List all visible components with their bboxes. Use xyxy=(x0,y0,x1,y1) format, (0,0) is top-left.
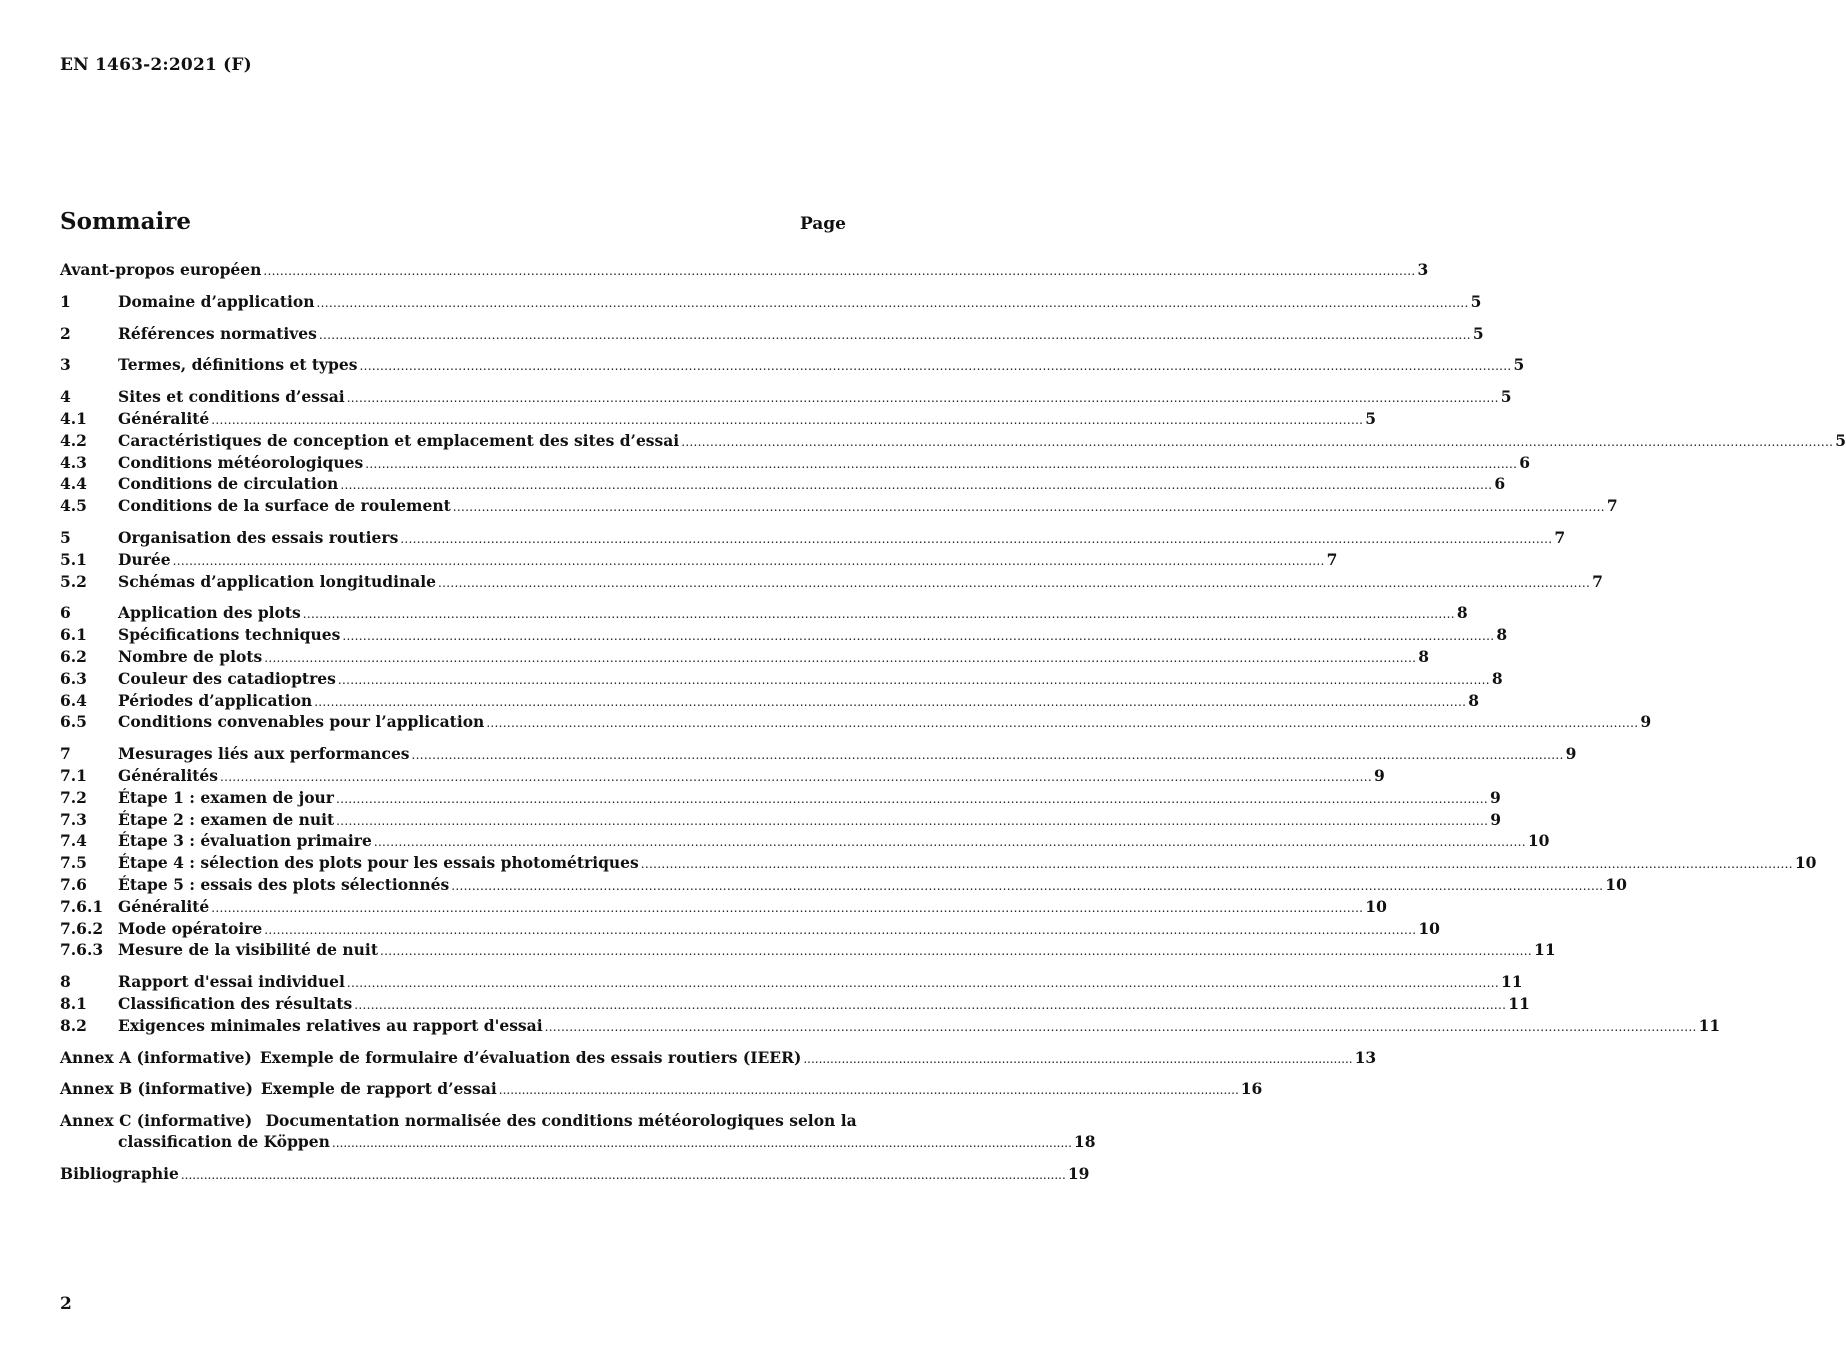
toc-entry[interactable] xyxy=(60,972,1523,994)
leader-dots xyxy=(263,261,1415,282)
toc-entry-title: Couleur des catadioptres xyxy=(118,668,336,688)
leader-dots xyxy=(641,854,1793,875)
toc-entry-number: 4.3 xyxy=(60,452,87,472)
toc-entry-title: Termes, définitions et types xyxy=(118,355,358,375)
leader-dots xyxy=(380,941,1532,962)
leader-dots xyxy=(451,876,1603,897)
toc-entry-title: Étape 1 : examen de jour xyxy=(118,787,334,807)
toc-entry-number: 7 xyxy=(60,744,71,764)
toc-entry-title: Mesurages liés aux performances xyxy=(118,744,410,764)
leader-dots xyxy=(338,670,1490,691)
toc-entry-title: Références normatives xyxy=(118,323,317,343)
toc-entry-page: 6 xyxy=(1519,452,1531,472)
toc-entry-number: 6.4 xyxy=(60,690,87,710)
toc-entry-number: 8.2 xyxy=(60,1015,87,1035)
toc-entry-page: 11 xyxy=(1500,972,1523,992)
toc-entry[interactable] xyxy=(60,940,1556,962)
toc-entry-page: 5 xyxy=(1472,323,1484,343)
toc-entry-page: 3 xyxy=(1417,260,1429,279)
toc-entry-title: Conditions météorologiques xyxy=(118,452,364,472)
leader-dots xyxy=(400,529,1552,550)
toc-entry-number: 7.6 xyxy=(60,874,87,894)
leader-dots xyxy=(173,551,1325,572)
toc-entry-page: 5 xyxy=(1365,408,1377,428)
leader-dots xyxy=(453,497,1605,518)
toc-entry[interactable] xyxy=(60,452,1531,475)
leader-dots: ................................................................................................................................................ xyxy=(803,1051,1353,1066)
toc-entry-number: 5.1 xyxy=(60,549,87,569)
toc-entry-title: Classification des résultats xyxy=(118,993,353,1013)
toc-entry-page: 11 xyxy=(1534,940,1556,960)
bibliography-title: Bibliographie xyxy=(60,1163,179,1183)
leader-dots xyxy=(486,713,1638,734)
toc-entry-title: Étape 4 : sélection des plots pour les essais photométriques xyxy=(118,853,639,873)
toc-bibliography[interactable] xyxy=(60,1163,1090,1186)
leader-dots: ........................................................................................................................................................................................................................................ xyxy=(180,1167,1066,1182)
toc-entry-title: Nombre de plots xyxy=(118,646,263,666)
toc-entry[interactable] xyxy=(60,323,1484,346)
toc-entry-number: 7.3 xyxy=(60,809,87,829)
leader-dots xyxy=(336,811,1488,832)
leader-dots xyxy=(220,767,1372,788)
leader-dots xyxy=(365,454,1517,475)
leader-dots xyxy=(359,356,1511,377)
leader-dots xyxy=(412,745,1564,766)
leader-dots xyxy=(347,388,1499,409)
toc-entry[interactable] xyxy=(60,527,1566,550)
toc-entry[interactable] xyxy=(60,993,1530,1016)
toc-entry-title: Schémas d’application longitudinale xyxy=(118,571,437,591)
annex-prefix: Annex C (informative) xyxy=(60,1111,253,1131)
toc-entry[interactable] xyxy=(60,1015,1721,1038)
toc-entry[interactable] xyxy=(60,646,1430,669)
toc-entry-title: Conditions de circulation xyxy=(118,474,339,494)
toc-entry-number: 6.2 xyxy=(60,646,87,666)
toc-entry-number: 7.6.3 xyxy=(60,940,104,960)
toc-entry-number: 7.1 xyxy=(60,765,87,785)
toc-entry-number: 2 xyxy=(60,323,71,343)
toc-entry-page: 11 xyxy=(1508,993,1530,1013)
toc-entry-number: 6.1 xyxy=(60,625,87,645)
toc-entry[interactable] xyxy=(60,571,1603,594)
toc-entry-page: 10 xyxy=(1794,853,1817,873)
toc-entry-number: 4.1 xyxy=(60,408,87,428)
toc-entry-title: Généralités xyxy=(118,765,218,785)
toc-entry[interactable] xyxy=(60,474,1506,496)
page-number: 2 xyxy=(60,1294,72,1314)
annex-page: 16 xyxy=(1240,1079,1263,1099)
toc-entry-title: Organisation des essais routiers xyxy=(118,527,399,547)
leader-dots xyxy=(211,410,1363,431)
toc-annex-b[interactable] xyxy=(60,1079,1263,1101)
toc-entry[interactable] xyxy=(60,744,1577,766)
leader-dots xyxy=(336,789,1488,810)
leader-dots xyxy=(681,432,1833,453)
annex-prefix: Annex B (informative) xyxy=(60,1079,253,1099)
toc-entry-title: Étape 3 : évaluation primaire xyxy=(118,831,372,851)
toc-entry[interactable] xyxy=(60,355,1525,377)
toc-entry-title: Rapport d'essai individuel xyxy=(118,972,345,992)
bibliography-page: 19 xyxy=(1067,1163,1090,1183)
toc-entry[interactable] xyxy=(60,918,1440,941)
toc-entry-number: 7.2 xyxy=(60,787,87,807)
leader-dots xyxy=(264,920,1416,941)
toc-entry-page: 6 xyxy=(1494,474,1506,494)
toc-entry-page: 7 xyxy=(1554,527,1566,547)
leader-dots xyxy=(347,973,1499,994)
toc-entry-number: 4.2 xyxy=(60,430,87,450)
leader-dots xyxy=(264,648,1416,669)
toc-entry-title: Étape 5 : essais des plots sélectionnés xyxy=(118,874,450,894)
annex-title-line2: classification de Köppen xyxy=(118,1131,330,1151)
toc-entry-title: Mesure de la visibilité de nuit xyxy=(118,940,378,960)
toc-entry-title: Domaine d’application xyxy=(118,291,315,311)
leader-dots xyxy=(211,898,1363,919)
toc-entry-title: Périodes d’application xyxy=(118,690,313,710)
toc-entry[interactable] xyxy=(60,625,1508,647)
toc-entry-page: 9 xyxy=(1490,787,1501,807)
leader-dots xyxy=(438,573,1590,594)
leader-dots xyxy=(342,626,1494,647)
toc-entry[interactable] xyxy=(60,853,1817,875)
leader-dots: .................................................................................................................................................................................................. xyxy=(498,1083,1239,1098)
toc-entry-page: 9 xyxy=(1565,744,1577,764)
toc-entry-title: Conditions convenables pour l’application xyxy=(118,712,485,732)
toc-entry-number: 3 xyxy=(60,355,71,375)
toc-entry-page: 9 xyxy=(1490,809,1502,829)
toc-entry-number: 4.5 xyxy=(60,496,87,516)
toc-entry-title: Exigences minimales relatives au rapport d'essai xyxy=(118,1015,543,1035)
annex-prefix: Annex A (informative) xyxy=(60,1047,252,1067)
annex-title: Exemple de formulaire d’évaluation des essais routiers (IEER) xyxy=(259,1047,802,1067)
leader-dots: .................................................................................................................................................................................................. xyxy=(331,1135,1072,1150)
toc-entry-title: Mode opératoire xyxy=(118,918,263,938)
toc-entry-page: 7 xyxy=(1326,549,1338,569)
toc-annex-a[interactable] xyxy=(60,1047,1377,1070)
toc-entry-number: 6.5 xyxy=(60,712,87,732)
toc-entry[interactable] xyxy=(60,603,1468,625)
toc-entry-title: Conditions de la surface de roulement xyxy=(118,496,451,516)
leader-dots xyxy=(545,1017,1697,1038)
toc-entry-number: 6 xyxy=(60,603,71,623)
toc-entry-number: 6.3 xyxy=(60,668,87,688)
toc-entry-number: 7.6.1 xyxy=(60,896,104,916)
table-of-contents xyxy=(60,260,1846,1185)
toc-entry-page: 5 xyxy=(1513,355,1525,375)
toc-entry-title: Application des plots xyxy=(118,603,301,623)
toc-entry-number: 7.4 xyxy=(60,831,87,851)
toc-entry-page: 10 xyxy=(1527,831,1550,851)
toc-entry-number: 7.5 xyxy=(60,853,87,873)
annex-page: 13 xyxy=(1354,1047,1377,1067)
toc-entry-page: 9 xyxy=(1374,765,1385,785)
toc-entry-page: 9 xyxy=(1640,712,1652,732)
toc-entry-page: 7 xyxy=(1606,496,1618,516)
toc-entry[interactable] xyxy=(60,387,1512,409)
toc-entry[interactable] xyxy=(60,430,1846,453)
toc-entry-title: Sites et conditions d’essai xyxy=(118,387,345,407)
toc-entry[interactable] xyxy=(60,874,1627,897)
toc-entry[interactable] xyxy=(60,408,1377,431)
toc-entry[interactable] xyxy=(60,787,1501,810)
toc-annex-c[interactable] xyxy=(60,1111,1096,1154)
toc-title: Sommaire xyxy=(60,208,192,235)
toc-entry-number: 8.1 xyxy=(60,993,87,1013)
toc-entry-title: Spécifications techniques xyxy=(118,625,341,645)
leader-dots xyxy=(317,293,1469,314)
toc-entry-number: 4 xyxy=(60,387,71,407)
page-column-label: Page xyxy=(799,214,846,234)
toc-entry[interactable] xyxy=(60,668,1503,691)
toc-entry-title: Étape 2 : examen de nuit xyxy=(118,809,335,829)
toc-entry-page: 8 xyxy=(1496,625,1508,645)
toc-entry-page: 8 xyxy=(1468,690,1480,710)
toc-entry-page: 5 xyxy=(1500,387,1512,407)
toc-entry-title: Durée xyxy=(118,549,171,569)
toc-entry-title: Généralité xyxy=(118,896,210,916)
toc-entry[interactable] xyxy=(60,291,1482,314)
annex-title-line1: Documentation normalisée des conditions météorologiques selon la xyxy=(265,1111,857,1131)
toc-entry[interactable] xyxy=(60,765,1385,788)
leader-dots xyxy=(354,995,1506,1016)
toc-entry-page: 10 xyxy=(1418,918,1440,938)
leader-dots xyxy=(340,475,1492,496)
toc-entry[interactable] xyxy=(60,496,1618,518)
toc-entry-page: 10 xyxy=(1605,874,1627,894)
toc-entry-page: 7 xyxy=(1592,571,1603,591)
toc-entry-page: 11 xyxy=(1698,1015,1721,1035)
toc-entry-number: 4.4 xyxy=(60,474,87,494)
toc-entry-number: 1 xyxy=(60,291,71,311)
toc-entry-page: 5 xyxy=(1470,291,1482,311)
toc-entry-title: Caractéristiques de conception et emplacement des sites d’essai xyxy=(118,430,680,450)
leader-dots xyxy=(303,604,1455,625)
toc-entry-page: 10 xyxy=(1365,896,1387,916)
toc-entry-page: 5 xyxy=(1835,430,1846,450)
annex-title: Exemple de rapport d’essai xyxy=(260,1079,497,1099)
toc-entry-page: 8 xyxy=(1491,668,1503,688)
toc-entry-page: 8 xyxy=(1418,646,1430,666)
toc-entry[interactable] xyxy=(60,896,1387,919)
toc-entry-title: Avant-propos européen xyxy=(60,260,262,279)
toc-entry[interactable] xyxy=(60,809,1502,832)
toc-entry-title: Généralité xyxy=(118,408,210,428)
toc-entry-number: 7.6.2 xyxy=(60,918,104,938)
toc-entry[interactable] xyxy=(60,260,1429,282)
document-id: EN 1463-2:2021 (F) xyxy=(60,55,252,75)
toc-entry[interactable] xyxy=(60,690,1480,713)
toc-entry-page: 8 xyxy=(1456,603,1468,623)
toc-entry-number: 8 xyxy=(60,972,71,992)
toc-entry[interactable] xyxy=(60,549,1338,572)
toc-entry[interactable] xyxy=(60,831,1550,853)
leader-dots xyxy=(314,692,1466,713)
toc-entry-number: 5.2 xyxy=(60,571,87,591)
toc-entry-number: 5 xyxy=(60,527,71,547)
leader-dots xyxy=(319,325,1471,346)
leader-dots xyxy=(374,832,1526,853)
toc-entry[interactable] xyxy=(60,712,1652,734)
annex-page: 18 xyxy=(1073,1131,1096,1151)
